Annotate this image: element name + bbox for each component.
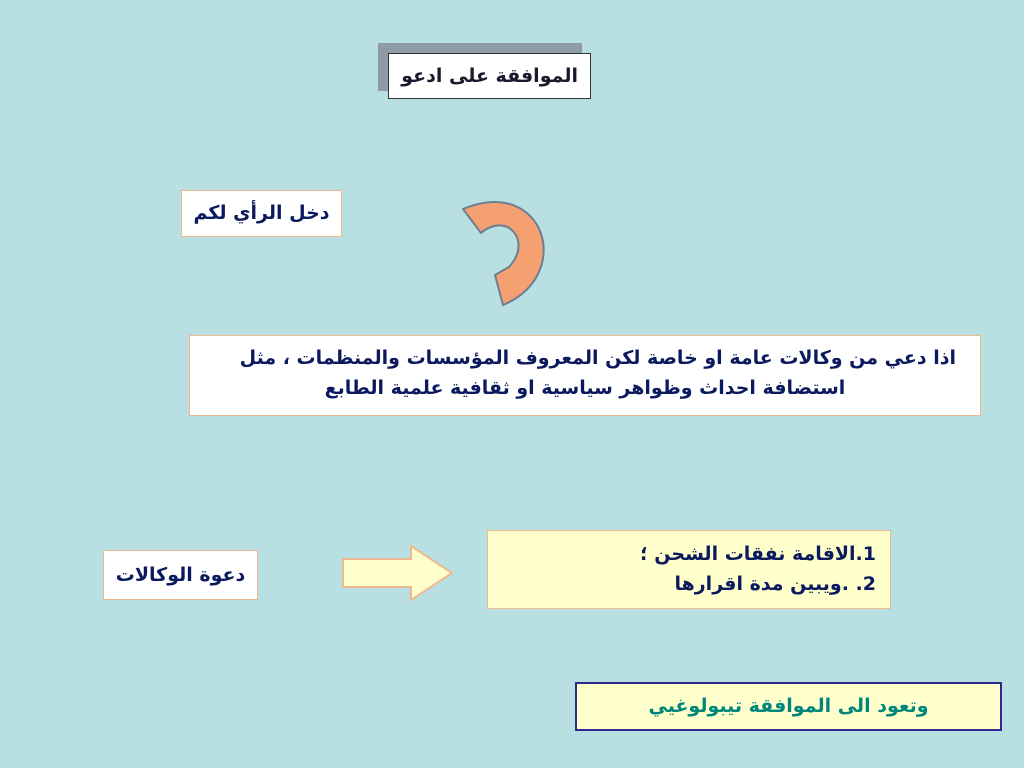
opinion-box [181, 190, 342, 237]
list-item-2: 2. .ويبين مدة اقرارها [674, 573, 876, 595]
invite-condition-box [189, 335, 981, 416]
result-box [575, 682, 1002, 731]
agencies-invitation-box [103, 550, 258, 600]
arrow-right-icon [341, 544, 455, 602]
list-item-1: 1.الاقامة نفقات الشحن ؛ [640, 543, 876, 565]
result-text: وتعود الى الموافقة تيبولوغيي [648, 695, 929, 717]
curved-arrow-down-icon [455, 195, 555, 307]
invite-line-2: استضافة احداث وظواهر سياسية او ثقافية علمية الطابع [324, 377, 846, 399]
agencies-text: دعوة الوكالات [115, 564, 246, 586]
title-box [388, 53, 591, 99]
title-text: الموافقة على ادعو [401, 65, 578, 87]
invite-line-1: اذا دعي من وكالات عامة او خاصة لكن المعروف المؤسسات والمنظمات ، مثل [239, 347, 956, 369]
conditions-list-box [487, 530, 891, 609]
opinion-text: دخل الرأي لكم [193, 202, 330, 224]
